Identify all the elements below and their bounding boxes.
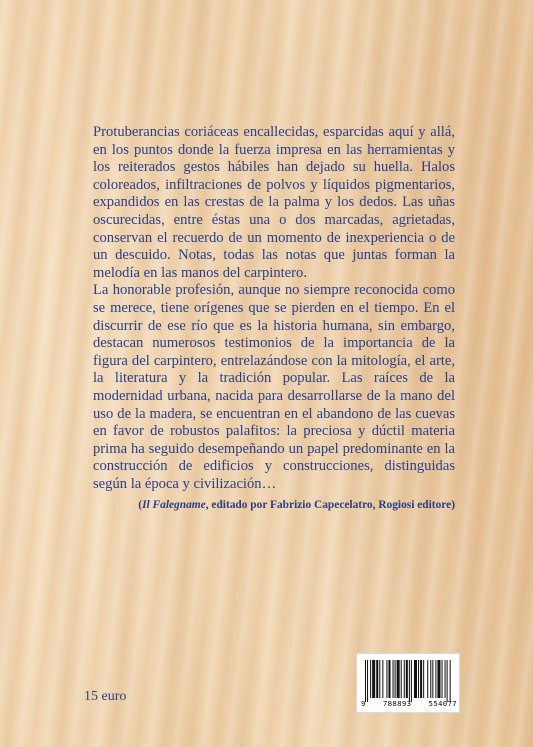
barcode-bar xyxy=(393,660,394,698)
barcode-bar xyxy=(423,660,424,698)
barcode-bar xyxy=(386,660,387,698)
barcode-digits xyxy=(361,699,457,708)
barcode-bar xyxy=(365,660,366,702)
source-attribution xyxy=(93,499,455,511)
isbn-barcode xyxy=(356,653,460,713)
attribution-details: , editado por Fabrizio Capecelatro, Rogiosi editore) xyxy=(205,499,455,511)
barcode-bar xyxy=(427,660,428,698)
blurb-paragraph-2: La honorable profesión, aunque no siempre reconocida como se merece, tiene orígenes que se pierden en el tiempo. En el discurrir de ese río que es la historia humana, sin embargo, destacan numerosos testimonios de la importancia de la figura del carpintero, entrelazándose con la mitología, el arte, la literatura y la tradición popular. Las raíces de la modernidad urbana, nacida para desarrollarse de la mano del uso de la madera, se encuentran en el abandono de las cuevas en favor de robustos palafitos: la preciosa y dúctil materia prima ha seguido desempeñando un papel predominante en la construcción de edificios y construcciones, distinguidas según la época y civilización… xyxy=(93,282,455,492)
barcode-bar xyxy=(409,660,410,702)
barcode-bar xyxy=(411,660,412,702)
barcode-bar xyxy=(388,660,390,698)
barcode-bar xyxy=(395,660,396,698)
barcode-bar xyxy=(376,660,378,698)
barcode-bar xyxy=(401,660,402,698)
barcode-bar xyxy=(445,660,446,698)
blurb-paragraph-1: Protuberancias coriáceas encallecidas, esparcidas aquí y allá, en los puntos donde la fuerza impresa en las herramientas y los reiterados gestos hábiles han dejado su huella. Halos coloreados, infiltraciones de polvos y líquidos pigmentarios, expandidos en las crestas de la palma y los dedos. Las uñas oscurecidas, entre éstas una o dos marcadas, agrietadas, conservan el recuerdo de un momento de inexperiencia o de un descuido. Notas, todas las notas que juntas forman la melodía en las manos del carpintero. xyxy=(93,124,455,281)
barcode-digit-first: 9 xyxy=(361,699,366,708)
barcode-bar xyxy=(382,660,383,698)
barcode-bar xyxy=(437,660,440,698)
barcode-bar xyxy=(450,660,451,702)
barcode-bar xyxy=(447,660,448,702)
barcode-bar xyxy=(435,660,436,698)
barcode-bar xyxy=(370,660,371,698)
barcode-bar xyxy=(430,660,431,698)
attribution-open-paren: ( xyxy=(138,499,143,511)
barcode-bar xyxy=(442,660,443,698)
back-cover-blurb xyxy=(93,124,455,493)
price-label: 15 euro xyxy=(84,689,127,704)
barcode-bar xyxy=(418,660,419,698)
attribution-book-title: Il Falegname xyxy=(142,499,206,511)
barcode-bar xyxy=(406,660,408,698)
barcode-bar xyxy=(414,660,417,698)
barcode-digit-group-left: 788893 xyxy=(382,699,412,708)
barcode-bar xyxy=(420,660,422,698)
barcode-bar xyxy=(404,660,405,698)
barcode-bar xyxy=(432,660,433,698)
barcode-bar xyxy=(367,660,368,702)
barcode-bar xyxy=(397,660,400,698)
barcode-bar xyxy=(379,660,380,698)
barcode-digit-group-right: 554077 xyxy=(428,699,457,708)
barcode-bar xyxy=(372,660,375,698)
